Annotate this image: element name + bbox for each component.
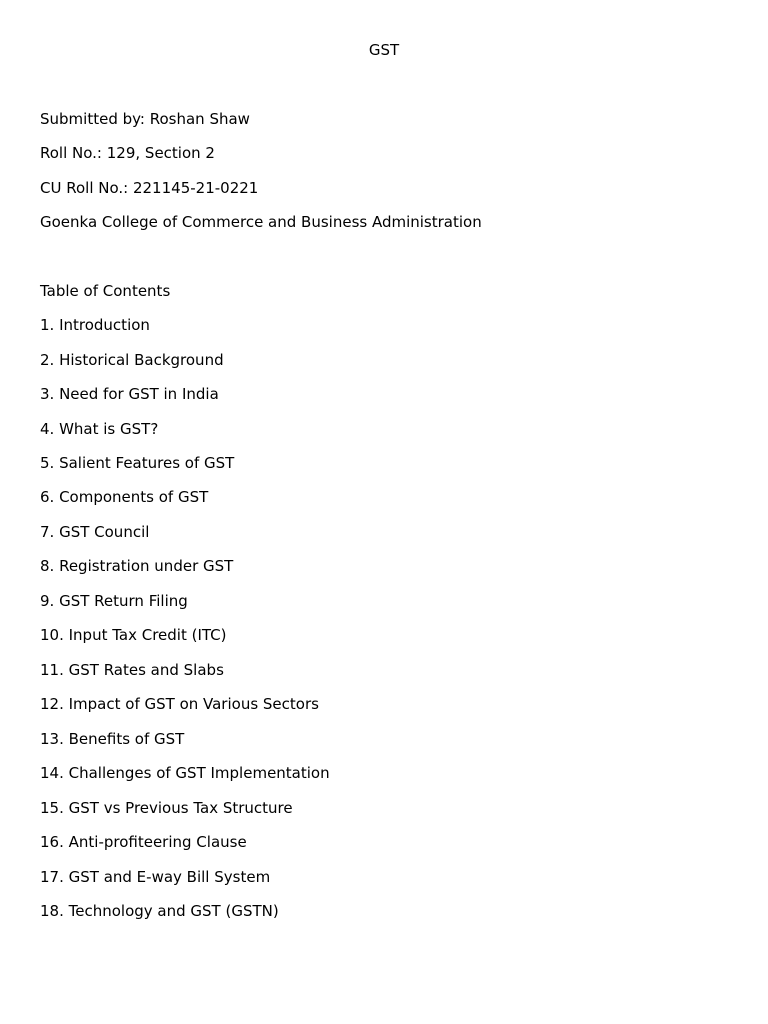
toc-item: 4. What is GST? xyxy=(40,420,159,438)
toc-item: 14. Challenges of GST Implementation xyxy=(40,764,330,782)
toc-item: 12. Impact of GST on Various Sectors xyxy=(40,695,319,713)
document-title: GST xyxy=(368,41,400,59)
toc-item: 5. Salient Features of GST xyxy=(40,454,235,472)
toc-item: 2. Historical Background xyxy=(40,351,224,369)
submitted-by: Submitted by: Roshan Shaw xyxy=(40,110,250,128)
college-name: Goenka College of Commerce and Business Administration xyxy=(40,213,482,231)
roll-number: Roll No.: 129, Section 2 xyxy=(40,144,215,162)
toc-item: 15. GST vs Previous Tax Structure xyxy=(40,799,293,817)
toc-item: 17. GST and E-way Bill System xyxy=(40,868,271,886)
toc-item: 13. Benefits of GST xyxy=(40,730,185,748)
toc-item: 11. GST Rates and Slabs xyxy=(40,661,224,679)
toc-item: 6. Components of GST xyxy=(40,488,209,506)
toc-item: 10. Input Tax Credit (ITC) xyxy=(40,626,227,644)
toc-item: 1. Introduction xyxy=(40,316,150,334)
toc-item: 16. Anti-profiteering Clause xyxy=(40,833,247,851)
toc-item: 18. Technology and GST (GSTN) xyxy=(40,902,279,920)
cu-roll-number: CU Roll No.: 221145-21-0221 xyxy=(40,179,259,197)
toc-item: 9. GST Return Filing xyxy=(40,592,188,610)
toc-heading: Table of Contents xyxy=(40,282,171,300)
toc-item: 3. Need for GST in India xyxy=(40,385,219,403)
toc-item: 7. GST Council xyxy=(40,523,150,541)
toc-item: 8. Registration under GST xyxy=(40,557,234,575)
